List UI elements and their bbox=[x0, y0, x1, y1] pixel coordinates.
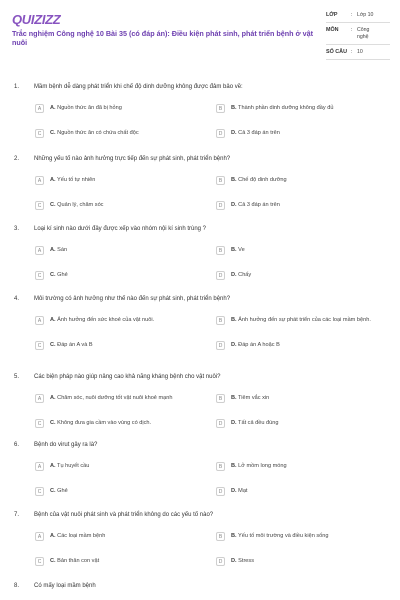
option-prefix: A. bbox=[50, 317, 56, 323]
question-number: 3. bbox=[14, 226, 20, 232]
option-label: Sán bbox=[57, 247, 68, 253]
option-text bbox=[50, 395, 192, 402]
option-letter-badge: B bbox=[216, 246, 225, 255]
option-text bbox=[231, 105, 373, 112]
option-letter-badge: A bbox=[35, 104, 44, 113]
option-text bbox=[231, 395, 373, 402]
question-text: Những yếu tố nào ảnh hưởng trực tiếp đến sự phát sinh, phát triển bệnh? bbox=[34, 156, 231, 162]
option-letter-badge: D bbox=[216, 557, 225, 566]
option-letter-badge: B bbox=[216, 104, 225, 113]
option-prefix: B. bbox=[231, 317, 237, 323]
option-label: Đáp án A hoặc B bbox=[238, 342, 280, 348]
option-letter-badge: B bbox=[216, 394, 225, 403]
option-text bbox=[50, 130, 192, 137]
option-text bbox=[231, 202, 373, 209]
question-text: Mầm bệnh dễ dàng phát triển khi chế độ dinh dưỡng không được đảm bảo về: bbox=[34, 84, 243, 90]
option-prefix: B. bbox=[231, 463, 237, 469]
option-label: Ghẻ bbox=[57, 272, 68, 278]
option-prefix: A. bbox=[50, 247, 56, 253]
option-letter-badge: B bbox=[216, 532, 225, 541]
option-prefix: C. bbox=[50, 202, 56, 208]
option-label: Chăm sóc, nuôi dưỡng tốt vật nuôi khoẻ mạnh bbox=[57, 395, 173, 401]
meta-label: MÔN bbox=[326, 27, 339, 33]
option-letter-badge: B bbox=[216, 316, 225, 325]
option-text bbox=[231, 130, 373, 137]
option-letter-badge: C bbox=[35, 271, 44, 280]
option-letter-badge: D bbox=[216, 271, 225, 280]
option-label: Quản lý, chăm sóc bbox=[57, 202, 104, 208]
option-text bbox=[231, 420, 373, 427]
option-letter-badge: D bbox=[216, 341, 225, 350]
option-letter-badge: A bbox=[35, 176, 44, 185]
option-label: Tiêm vắc xin bbox=[238, 395, 270, 401]
meta-value: 10 bbox=[357, 49, 363, 55]
option-text bbox=[50, 463, 192, 470]
option-letter-badge: B bbox=[216, 462, 225, 471]
option-label: Yếu tố môi trường và điều kiện sống bbox=[238, 533, 329, 539]
question-number: 2. bbox=[14, 156, 20, 162]
option-text bbox=[231, 533, 373, 540]
option-text bbox=[231, 488, 373, 495]
option-text bbox=[50, 272, 192, 279]
option-label: Ve bbox=[238, 247, 245, 253]
question-number: 4. bbox=[14, 296, 20, 302]
option-text bbox=[231, 177, 373, 184]
option-prefix: D. bbox=[231, 488, 237, 494]
option-letter-badge: A bbox=[35, 532, 44, 541]
option-label: Đáp án A và B bbox=[57, 342, 93, 348]
question-text: Bệnh do virut gây ra là? bbox=[34, 442, 98, 448]
option-letter-badge: A bbox=[35, 246, 44, 255]
option-label: Tụ huyết cầu bbox=[57, 463, 90, 469]
question-number: 6. bbox=[14, 442, 20, 448]
option-letter-badge: D bbox=[216, 201, 225, 210]
option-text bbox=[231, 342, 373, 349]
question-text: Các biện pháp nào giúp nâng cao khả năng kháng bệnh cho vật nuôi? bbox=[34, 374, 221, 380]
option-prefix: D. bbox=[231, 202, 237, 208]
option-letter-badge: A bbox=[35, 462, 44, 471]
option-prefix: C. bbox=[50, 342, 56, 348]
option-prefix: D. bbox=[231, 272, 237, 278]
option-text bbox=[50, 420, 192, 427]
meta-row-count bbox=[326, 49, 390, 60]
option-prefix: B. bbox=[231, 247, 237, 253]
brand-logo[interactable]: QUIZIZZ bbox=[12, 12, 61, 27]
option-text bbox=[50, 342, 192, 349]
option-text bbox=[231, 463, 373, 470]
option-text bbox=[231, 272, 373, 279]
option-prefix: B. bbox=[231, 105, 237, 111]
option-label: Nguồn thức ăn có chứa chất độc bbox=[57, 130, 139, 136]
option-prefix: A. bbox=[50, 463, 56, 469]
question-number: 7. bbox=[14, 512, 20, 518]
option-text bbox=[50, 317, 192, 324]
option-text bbox=[50, 558, 192, 565]
option-prefix: A. bbox=[50, 105, 56, 111]
option-label: Bản thân con vật bbox=[57, 558, 100, 564]
option-label: Không đưa gia cầm vào vùng có dịch. bbox=[57, 420, 152, 426]
option-prefix: B. bbox=[231, 533, 237, 539]
option-letter-badge: C bbox=[35, 341, 44, 350]
question-text: Môi trường có ảnh hưởng như thế nào đến sự phát sinh, phát triển bệnh? bbox=[34, 296, 231, 302]
option-letter-badge: A bbox=[35, 394, 44, 403]
option-text bbox=[50, 533, 192, 540]
meta-panel bbox=[326, 12, 390, 64]
option-label: Chế độ dinh dưỡng bbox=[238, 177, 287, 183]
option-label: Cả 3 đáp án trên bbox=[238, 202, 280, 208]
option-text bbox=[231, 247, 373, 254]
meta-row-class bbox=[326, 12, 390, 23]
option-prefix: B. bbox=[231, 395, 237, 401]
option-label: Ảnh hưởng đến sức khoẻ của vật nuôi. bbox=[57, 317, 155, 323]
option-prefix: C. bbox=[50, 488, 56, 494]
meta-colon: : bbox=[351, 49, 353, 55]
option-label: Stress bbox=[238, 558, 255, 564]
option-prefix: C. bbox=[50, 420, 56, 426]
option-text bbox=[50, 105, 192, 112]
meta-label: SỐ CÂU bbox=[326, 49, 347, 55]
option-label: Ghẻ bbox=[57, 488, 68, 494]
option-prefix: C. bbox=[50, 130, 56, 136]
option-prefix: C. bbox=[50, 558, 56, 564]
option-label: Cả 3 đáp án trên bbox=[238, 130, 280, 136]
option-text bbox=[231, 317, 373, 324]
option-letter-badge: D bbox=[216, 487, 225, 496]
option-prefix: B. bbox=[231, 177, 237, 183]
option-text bbox=[231, 558, 373, 565]
question-text: Loại kí sinh nào dưới đây được xếp vào nhóm nội kí sinh trùng ? bbox=[34, 226, 206, 232]
option-prefix: A. bbox=[50, 533, 56, 539]
option-letter-badge: C bbox=[35, 557, 44, 566]
option-label: Tất cả đều đúng bbox=[238, 420, 279, 426]
option-letter-badge: C bbox=[35, 201, 44, 210]
option-prefix: D. bbox=[231, 342, 237, 348]
question-text: Có mấy loại mầm bệnh bbox=[34, 583, 96, 589]
question-text: Bệnh của vật nuôi phát sinh và phát triển không do các yếu tố nào? bbox=[34, 512, 214, 518]
option-letter-badge: D bbox=[216, 419, 225, 428]
meta-colon: : bbox=[351, 12, 353, 18]
option-label: Mạt bbox=[238, 488, 248, 494]
option-text bbox=[50, 247, 192, 254]
option-prefix: D. bbox=[231, 558, 237, 564]
option-prefix: D. bbox=[231, 420, 237, 426]
option-label: Nguồn thức ăn đã bị hỏng bbox=[57, 105, 122, 111]
question-number: 1. bbox=[14, 84, 20, 90]
page-title: Trắc nghiệm Công nghệ 10 Bài 35 (có đáp án): Điều kiện phát sinh, phát triển bệnh ở vật nuôi bbox=[12, 29, 314, 48]
meta-label: LỚP bbox=[326, 12, 338, 18]
option-label: Chấy bbox=[238, 272, 252, 278]
option-letter-badge: B bbox=[216, 176, 225, 185]
option-letter-badge: C bbox=[35, 487, 44, 496]
option-text bbox=[50, 177, 192, 184]
option-label: Thành phần dinh dưỡng không đầy đủ bbox=[238, 105, 334, 111]
meta-value: Lớp 10 bbox=[357, 12, 374, 18]
meta-colon: : bbox=[351, 27, 353, 33]
meta-value: Công nghệ bbox=[357, 27, 370, 40]
option-prefix: A. bbox=[50, 395, 56, 401]
option-text bbox=[50, 488, 192, 495]
meta-row-subject bbox=[326, 27, 390, 45]
option-prefix: A. bbox=[50, 177, 56, 183]
option-label: Yếu tố tự nhiên bbox=[57, 177, 96, 183]
option-prefix: C. bbox=[50, 272, 56, 278]
option-text bbox=[50, 202, 192, 209]
option-label: Ảnh hưởng đến sự phát triển của các loại mầm bệnh. bbox=[238, 317, 371, 323]
option-prefix: D. bbox=[231, 130, 237, 136]
option-label: Lở mồm long móng bbox=[238, 463, 287, 469]
option-letter-badge: A bbox=[35, 316, 44, 325]
option-label: Các loại mầm bệnh bbox=[57, 533, 106, 539]
question-number: 5. bbox=[14, 374, 20, 380]
option-letter-badge: C bbox=[35, 419, 44, 428]
question-number: 8. bbox=[14, 583, 20, 589]
option-letter-badge: C bbox=[35, 129, 44, 138]
option-letter-badge: D bbox=[216, 129, 225, 138]
